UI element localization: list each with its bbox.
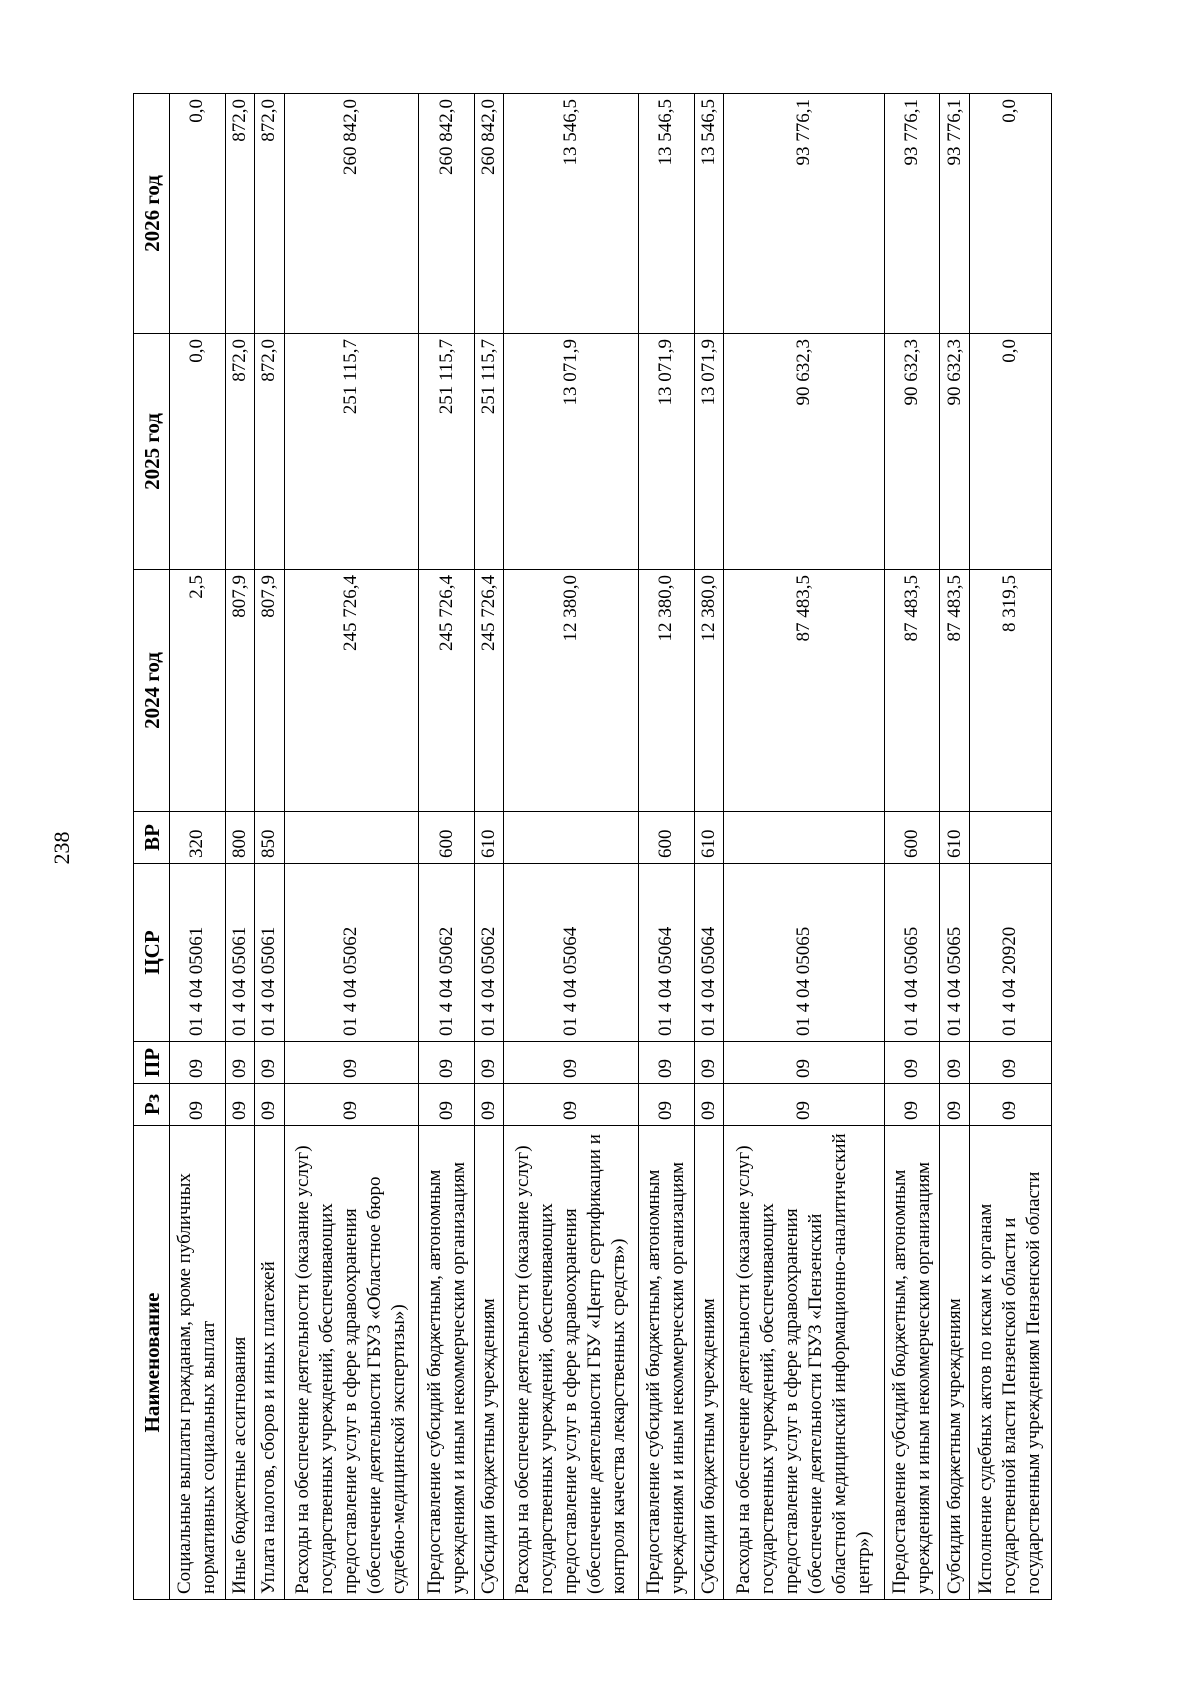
cell-2025: 872,0 (225, 334, 255, 570)
cell-2024: 87 483,5 (724, 570, 885, 812)
header-rz: Рз (134, 1084, 170, 1126)
table-header-row (134, 94, 170, 1600)
cell-2026: 260 842,0 (474, 94, 504, 334)
cell-pr: 09 (225, 1042, 255, 1084)
cell-rz: 09 (694, 1084, 724, 1126)
cell-name: Иные бюджетные ассигнования (225, 1126, 255, 1600)
table-row (225, 94, 255, 1600)
table-row (940, 94, 970, 1600)
cell-2025: 251 115,7 (284, 334, 418, 570)
cell-vr (724, 812, 885, 864)
cell-csr: 01 4 04 05064 (694, 864, 724, 1042)
cell-vr: 600 (884, 812, 940, 864)
cell-csr: 01 4 04 05062 (474, 864, 504, 1042)
cell-2024: 807,9 (225, 570, 255, 812)
cell-2024: 12 380,0 (638, 570, 694, 812)
cell-csr: 01 4 04 05062 (284, 864, 418, 1042)
cell-rz: 09 (969, 1084, 1051, 1126)
page-number: 238 (49, 831, 74, 865)
cell-2024: 245 726,4 (474, 570, 504, 812)
cell-name: Предоставление субсидий бюджетным, автономным учреждениям и иным некоммерческим организациям (419, 1126, 475, 1600)
cell-2026: 93 776,1 (724, 94, 885, 334)
cell-rz: 09 (474, 1084, 504, 1126)
cell-csr: 01 4 04 05065 (940, 864, 970, 1042)
cell-2025: 90 632,3 (940, 334, 970, 570)
table-row (969, 94, 1051, 1600)
cell-2024: 245 726,4 (419, 570, 475, 812)
table-row (474, 94, 504, 1600)
cell-pr: 09 (884, 1042, 940, 1084)
cell-vr: 600 (419, 812, 475, 864)
cell-pr: 09 (170, 1042, 226, 1084)
cell-name: Расходы на обеспечение деятельности (оказание услуг) государственных учреждений, обеспечивающих предоставление услуг в сфере здравоохранения (обеспечение деятельности ГБУ «Центр сертификации и контроля качества лекарственных средств») (504, 1126, 638, 1600)
header-name: Наименование (134, 1126, 170, 1600)
cell-vr: 800 (225, 812, 255, 864)
cell-2025: 0,0 (969, 334, 1051, 570)
cell-name: Субсидии бюджетным учреждениям (474, 1126, 504, 1600)
cell-2024: 245 726,4 (284, 570, 418, 812)
cell-2024: 8 319,5 (969, 570, 1051, 812)
cell-2025: 90 632,3 (724, 334, 885, 570)
header-2026: 2026 год (134, 94, 170, 334)
cell-name: Расходы на обеспечение деятельности (оказание услуг) государственных учреждений, обеспечивающих предоставление услуг в сфере здравоохранения (обеспечение деятельности ГБУЗ «Пензенский областной медицинский информационно-аналитический центр») (724, 1126, 885, 1600)
cell-rz: 09 (170, 1084, 226, 1126)
cell-2026: 872,0 (225, 94, 255, 334)
cell-2024: 12 380,0 (694, 570, 724, 812)
cell-vr: 610 (940, 812, 970, 864)
budget-table (133, 93, 1052, 1600)
cell-2024: 807,9 (255, 570, 285, 812)
cell-csr: 01 4 04 05064 (638, 864, 694, 1042)
cell-2025: 90 632,3 (884, 334, 940, 570)
cell-vr (504, 812, 638, 864)
cell-pr: 09 (419, 1042, 475, 1084)
table-row (638, 94, 694, 1600)
cell-pr: 09 (284, 1042, 418, 1084)
table-row (170, 94, 226, 1600)
cell-2025: 0,0 (170, 334, 226, 570)
cell-2024: 2,5 (170, 570, 226, 812)
cell-name: Уплата налогов, сборов и иных платежей (255, 1126, 285, 1600)
cell-pr: 09 (504, 1042, 638, 1084)
cell-csr: 01 4 04 05061 (225, 864, 255, 1042)
cell-pr: 09 (638, 1042, 694, 1084)
cell-vr: 320 (170, 812, 226, 864)
cell-rz: 09 (284, 1084, 418, 1126)
cell-name: Расходы на обеспечение деятельности (оказание услуг) государственных учреждений, обеспечивающих предоставление услуг в сфере здравоохранения (обеспечение деятельности ГБУЗ «Областное бюро судебно-медицинской экспертизы») (284, 1126, 418, 1600)
cell-2024: 12 380,0 (504, 570, 638, 812)
cell-2026: 260 842,0 (419, 94, 475, 334)
cell-2025: 13 071,9 (694, 334, 724, 570)
cell-rz: 09 (884, 1084, 940, 1126)
cell-name: Предоставление субсидий бюджетным, автономным учреждениям и иным некоммерческим организациям (638, 1126, 694, 1600)
cell-pr: 09 (969, 1042, 1051, 1084)
table-row (694, 94, 724, 1600)
cell-pr: 09 (724, 1042, 885, 1084)
cell-csr: 01 4 04 05062 (419, 864, 475, 1042)
cell-name: Социальные выплаты гражданам, кроме публичных нормативных социальных выплат (170, 1126, 226, 1600)
cell-rz: 09 (504, 1084, 638, 1126)
cell-2026: 0,0 (170, 94, 226, 334)
table-row (284, 94, 418, 1600)
table-row (504, 94, 638, 1600)
cell-2026: 93 776,1 (884, 94, 940, 334)
cell-rz: 09 (255, 1084, 285, 1126)
cell-vr: 600 (638, 812, 694, 864)
cell-csr: 01 4 04 20920 (969, 864, 1051, 1042)
cell-pr: 09 (940, 1042, 970, 1084)
cell-csr: 01 4 04 05061 (255, 864, 285, 1042)
cell-2026: 13 546,5 (638, 94, 694, 334)
cell-csr: 01 4 04 05065 (884, 864, 940, 1042)
cell-name: Исполнение судебных актов по искам к органам государственной власти Пензенской области и государственным учреждениям Пензенской области (969, 1126, 1051, 1600)
cell-2026: 872,0 (255, 94, 285, 334)
cell-2024: 87 483,5 (940, 570, 970, 812)
cell-vr: 610 (694, 812, 724, 864)
cell-rz: 09 (638, 1084, 694, 1126)
cell-rz: 09 (724, 1084, 885, 1126)
cell-2025: 872,0 (255, 334, 285, 570)
header-2024: 2024 год (134, 570, 170, 812)
header-vr: ВР (134, 812, 170, 864)
cell-name: Субсидии бюджетным учреждениям (694, 1126, 724, 1600)
cell-2025: 13 071,9 (638, 334, 694, 570)
cell-2026: 13 546,5 (694, 94, 724, 334)
header-2025: 2025 год (134, 334, 170, 570)
rotated-table-container (133, 94, 1052, 1600)
table-row (419, 94, 475, 1600)
cell-pr: 09 (694, 1042, 724, 1084)
table-row (884, 94, 940, 1600)
cell-rz: 09 (419, 1084, 475, 1126)
table-row (255, 94, 285, 1600)
header-csr: ЦСР (134, 864, 170, 1042)
cell-2026: 13 546,5 (504, 94, 638, 334)
cell-csr: 01 4 04 05065 (724, 864, 885, 1042)
cell-csr: 01 4 04 05061 (170, 864, 226, 1042)
cell-vr: 850 (255, 812, 285, 864)
cell-2026: 0,0 (969, 94, 1051, 334)
cell-2025: 251 115,7 (419, 334, 475, 570)
header-pr: ПР (134, 1042, 170, 1084)
table-row (724, 94, 885, 1600)
cell-2026: 93 776,1 (940, 94, 970, 334)
cell-vr (284, 812, 418, 864)
cell-2025: 13 071,9 (504, 334, 638, 570)
cell-name: Субсидии бюджетным учреждениям (940, 1126, 970, 1600)
cell-2026: 260 842,0 (284, 94, 418, 334)
cell-rz: 09 (225, 1084, 255, 1126)
cell-2025: 251 115,7 (474, 334, 504, 570)
cell-vr (969, 812, 1051, 864)
cell-rz: 09 (940, 1084, 970, 1126)
cell-csr: 01 4 04 05064 (504, 864, 638, 1042)
cell-name: Предоставление субсидий бюджетным, автономным учреждениям и иным некоммерческим организациям (884, 1126, 940, 1600)
cell-2024: 87 483,5 (884, 570, 940, 812)
cell-pr: 09 (474, 1042, 504, 1084)
cell-vr: 610 (474, 812, 504, 864)
cell-pr: 09 (255, 1042, 285, 1084)
